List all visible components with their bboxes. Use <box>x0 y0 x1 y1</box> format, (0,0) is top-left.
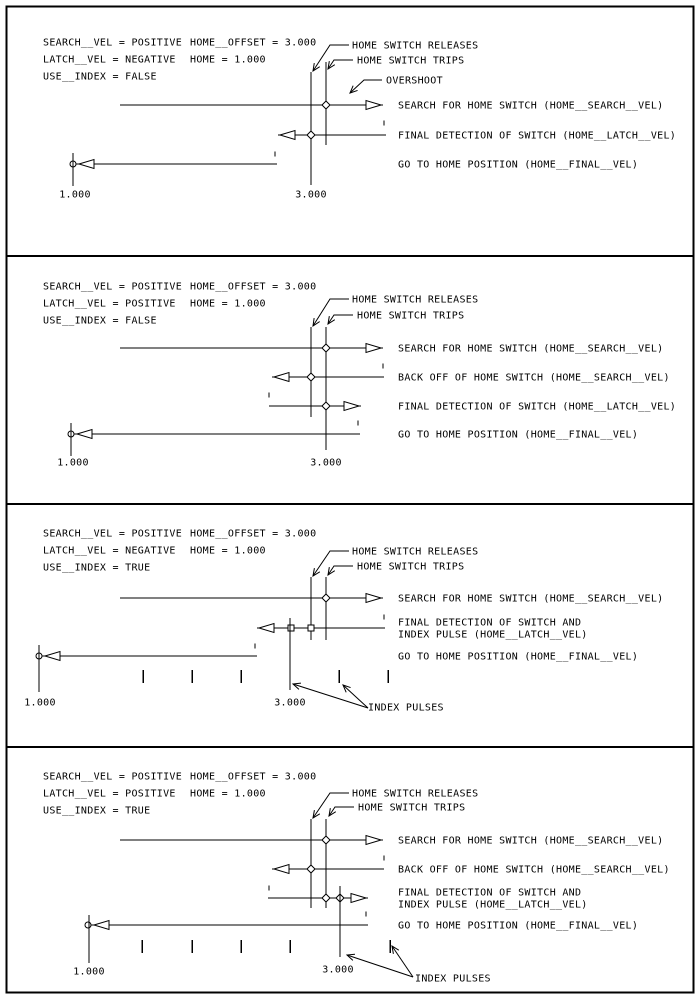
scale-label-offset: 3.000 <box>295 189 327 201</box>
callout-releases-arrowhead <box>313 810 320 818</box>
param-right-line1: HOME__OFFSET = 3.000 <box>190 528 317 540</box>
switch-cross-marker <box>322 836 330 844</box>
index-pulses-pointer-1 <box>347 955 413 977</box>
motion-arrow-right <box>366 594 381 603</box>
param-left-line2: LATCH__VEL = NEGATIVE <box>43 54 176 66</box>
callout-trips-line <box>328 315 353 324</box>
motion-arrow-right <box>366 101 381 110</box>
row-label-1: SEARCH FOR HOME SWITCH (HOME__SEARCH__VEL) <box>398 343 664 355</box>
param-right-line1: HOME__OFFSET = 3.000 <box>190 37 317 49</box>
switch-cross-marker <box>307 131 315 139</box>
param-left-line1: SEARCH__VEL = POSITIVE <box>43 528 183 540</box>
switch-cross-marker <box>322 402 330 410</box>
motion-arrow-left <box>280 131 295 140</box>
switch-cross-marker <box>307 373 315 381</box>
index-pulses-label: INDEX PULSES <box>368 702 444 714</box>
scale-label-home: 1.000 <box>57 457 89 469</box>
scale-label-home: 1.000 <box>59 189 91 201</box>
param-right-line1: HOME__OFFSET = 3.000 <box>190 771 317 783</box>
scale-label-home: 1.000 <box>24 697 56 709</box>
motion-arrow-left <box>79 160 94 169</box>
row-label-4: GO TO HOME POSITION (HOME__FINAL__VEL) <box>398 429 639 441</box>
callout-trips-arrowhead <box>328 567 335 575</box>
callout-releases-arrowhead <box>313 63 320 71</box>
switch-cross-marker <box>322 101 330 109</box>
param-left-line2: LATCH__VEL = POSITIVE <box>43 788 176 800</box>
callout-trips-label: HOME SWITCH TRIPS <box>358 802 466 814</box>
param-left-line2: LATCH__VEL = POSITIVE <box>43 298 176 310</box>
param-left-line1: SEARCH__VEL = POSITIVE <box>43 771 183 783</box>
param-right-line2: HOME = 1.000 <box>190 54 266 66</box>
index-pulses-label: INDEX PULSES <box>415 973 491 985</box>
row-label-1: SEARCH FOR HOME SWITCH (HOME__SEARCH__VEL) <box>398 100 664 112</box>
param-right-line2: HOME = 1.000 <box>190 545 266 557</box>
param-right-line2: HOME = 1.000 <box>190 298 266 310</box>
switch-cross-marker <box>322 894 330 902</box>
switch-cross-marker <box>322 344 330 352</box>
param-left-line1: SEARCH__VEL = POSITIVE <box>43 37 183 49</box>
callout-overshoot-label: OVERSHOOT <box>386 75 443 87</box>
param-left-line3: USE__INDEX = TRUE <box>43 562 151 574</box>
callout-trips-arrowhead <box>328 61 335 69</box>
callout-trips-line <box>328 566 353 575</box>
row-label-3: FINAL DETECTION OF SWITCH (HOME__LATCH__VEL) <box>398 401 677 413</box>
row-label-1: SEARCH FOR HOME SWITCH (HOME__SEARCH__VEL) <box>398 593 664 605</box>
row-label-2: FINAL DETECTION OF SWITCH (HOME__LATCH__VEL) <box>398 130 677 142</box>
index-cross-marker <box>288 625 294 631</box>
motion-arrow-right <box>351 894 366 903</box>
scale-label-home: 1.000 <box>73 966 105 978</box>
motion-arrow-left <box>94 921 109 930</box>
callout-releases-arrowhead <box>313 318 320 326</box>
callout-releases-label: HOME SWITCH RELEASES <box>352 294 479 306</box>
row-label-3-line2: INDEX PULSE (HOME__LATCH__VEL) <box>398 899 588 911</box>
row-label-2-line2: INDEX PULSE (HOME__LATCH__VEL) <box>398 629 588 641</box>
motion-arrow-right <box>366 344 381 353</box>
scale-label-offset: 3.000 <box>322 964 354 976</box>
callout-releases-label: HOME SWITCH RELEASES <box>352 546 479 558</box>
home-start-circle <box>85 922 91 928</box>
motion-arrow-left <box>259 624 274 633</box>
param-left-line3: USE__INDEX = TRUE <box>43 805 151 817</box>
motion-arrow-right <box>344 402 359 411</box>
motion-arrow-left <box>77 430 92 439</box>
row-label-2: BACK OFF OF HOME SWITCH (HOME__SEARCH__VEL) <box>398 864 670 876</box>
switch-cross-marker <box>322 594 330 602</box>
index-pulses-pointer-2 <box>343 685 368 708</box>
param-right-line2: HOME = 1.000 <box>190 788 266 800</box>
row-label-3: GO TO HOME POSITION (HOME__FINAL__VEL) <box>398 651 639 663</box>
callout-trips-line <box>328 60 353 69</box>
row-label-4: GO TO HOME POSITION (HOME__FINAL__VEL) <box>398 920 639 932</box>
motion-arrow-left <box>274 373 289 382</box>
callout-releases-label: HOME SWITCH RELEASES <box>352 40 479 52</box>
param-left-line3: USE__INDEX = FALSE <box>43 71 157 83</box>
scale-label-offset: 3.000 <box>310 457 342 469</box>
index-pulses-pointer-2 <box>392 946 413 977</box>
row-label-2-line1: FINAL DETECTION OF SWITCH AND <box>398 617 582 629</box>
callout-trips-label: HOME SWITCH TRIPS <box>357 310 465 322</box>
motion-arrow-left <box>274 865 289 874</box>
callout-trips-arrowhead <box>329 808 336 816</box>
callout-trips-arrowhead <box>328 316 335 324</box>
index-cross-marker <box>308 625 314 631</box>
row-label-3-line1: FINAL DETECTION OF SWITCH AND <box>398 887 582 899</box>
callout-trips-line <box>329 807 354 816</box>
param-right-line1: HOME__OFFSET = 3.000 <box>190 281 317 293</box>
param-left-line2: LATCH__VEL = NEGATIVE <box>43 545 176 557</box>
switch-cross-marker <box>307 865 315 873</box>
callout-trips-label: HOME SWITCH TRIPS <box>357 561 465 573</box>
row-label-2: BACK OFF OF HOME SWITCH (HOME__SEARCH__VEL) <box>398 372 670 384</box>
scale-label-offset: 3.000 <box>274 697 306 709</box>
callout-releases-label: HOME SWITCH RELEASES <box>352 788 479 800</box>
callout-trips-label: HOME SWITCH TRIPS <box>357 55 465 67</box>
param-left-line3: USE__INDEX = FALSE <box>43 315 157 327</box>
row-label-3: GO TO HOME POSITION (HOME__FINAL__VEL) <box>398 159 639 171</box>
callout-releases-arrowhead <box>313 568 320 576</box>
row-label-1: SEARCH FOR HOME SWITCH (HOME__SEARCH__VEL) <box>398 835 664 847</box>
param-left-line1: SEARCH__VEL = POSITIVE <box>43 281 183 293</box>
motion-arrow-left <box>45 652 60 661</box>
motion-arrow-right <box>366 836 381 845</box>
index-pulses-arrowhead-2 <box>392 946 399 954</box>
